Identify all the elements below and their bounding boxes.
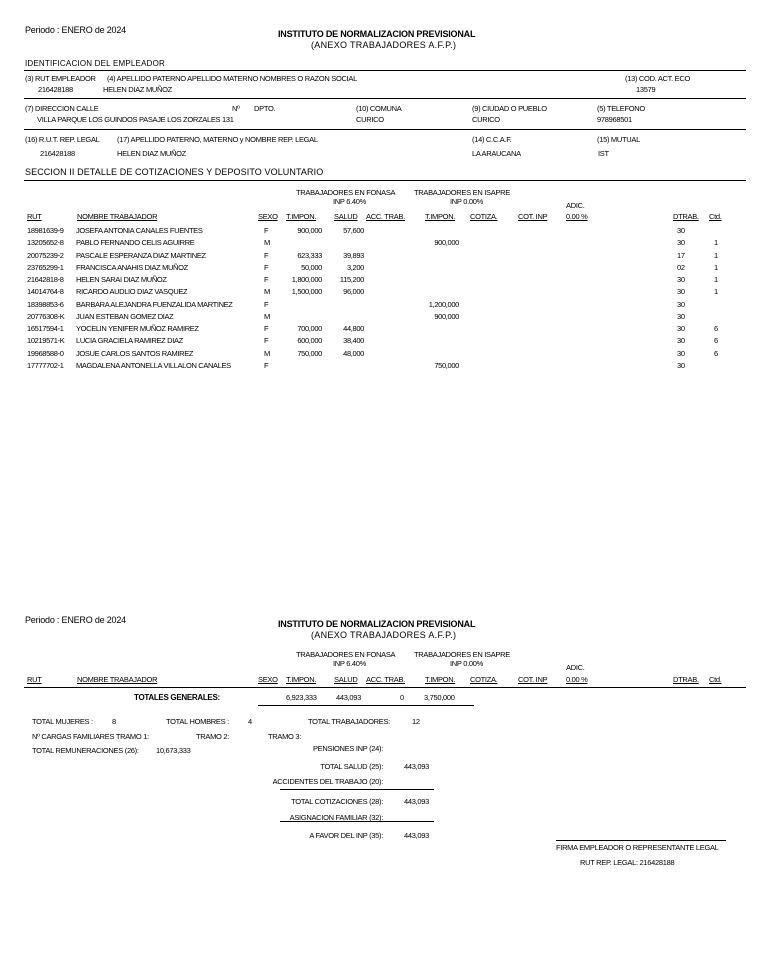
- summary-label: TOTAL COTIZACIONES (28):: [291, 797, 383, 806]
- row-timpon: 50,000: [301, 262, 322, 272]
- total-trabajadores: 12: [412, 717, 420, 726]
- row-timpon: 623,333: [297, 250, 322, 260]
- row-name: PABLO FERNANDO CELIS AGUIRRE: [76, 238, 195, 248]
- rep-name: HELEN DIAZ MUÑOZ: [117, 149, 186, 158]
- col-cot-inp: COT. INP: [518, 212, 548, 221]
- row-salud: 38,400: [343, 336, 364, 346]
- row-dtrab: 30: [677, 311, 685, 321]
- summary-label: TOTAL SALUD (25):: [320, 762, 383, 771]
- totals-underline: [258, 705, 474, 706]
- row-sex: F: [264, 336, 269, 346]
- col-nombre: NOMBRE TRABAJADOR: [77, 212, 158, 221]
- isapre-rate-2: INP 0.00%: [450, 659, 484, 668]
- number-label: Nº: [232, 104, 240, 113]
- table-row: [0, 263, 768, 274]
- tramo2-label: TRAMO 2:: [196, 732, 230, 741]
- rut-employer-label: (3) RUT EMPLEADOR: [25, 74, 96, 83]
- isapre-header-2: TRABAJADORES EN ISAPRE: [414, 650, 510, 659]
- signature-line: [556, 840, 726, 841]
- row-name: MAGDALENA ANTONELLA VILLALON CANALES: [76, 360, 231, 370]
- col-cotiza-2: COTIZA.: [470, 675, 498, 684]
- totals-label: TOTALES GENERALES:: [134, 693, 220, 702]
- col-dtrab: DTRAB.: [673, 212, 699, 221]
- period-label-2: Periodo : ENERO de 2024: [25, 615, 126, 625]
- summary-label: PENSIONES INP (24):: [312, 744, 383, 753]
- col-ctd: Ctd.: [709, 212, 722, 221]
- isapre-header: TRABAJADORES EN ISAPRE: [414, 188, 510, 197]
- row-name: BARBARA ALEJANDRA FUENZALIDA MARTINEZ: [76, 299, 233, 309]
- divider: [24, 98, 746, 99]
- row-timpon: 1,800,000: [291, 275, 322, 284]
- row-dtrab: 30: [677, 348, 685, 358]
- summary-label: A FAVOR DEL INP (35):: [309, 831, 383, 840]
- row-sex: M: [264, 348, 270, 358]
- total-mujeres-label: TOTAL MUJERES :: [32, 717, 93, 726]
- row-ctd: 6: [714, 336, 718, 346]
- col-dtrab-2: DTRAB.: [673, 675, 699, 684]
- row-ctd: 1: [714, 275, 718, 284]
- divider: [24, 180, 746, 181]
- document-subtitle-2: (ANEXO TRABAJADORES A.F.P.): [311, 630, 457, 640]
- col-timpon-2: T.IMPON.: [286, 675, 317, 684]
- summary-label: ACCIDENTES DEL TRABAJO (20):: [272, 777, 383, 786]
- divider: [24, 687, 746, 688]
- row-rut: 18398853-6: [27, 299, 64, 309]
- summary-value: 443,093: [404, 831, 430, 840]
- summary-line-1: [280, 789, 434, 790]
- summary-label: ASIGNACION FAMILIAR (32):: [289, 813, 383, 822]
- table-row: [0, 251, 768, 262]
- row-rut: 13205652-8: [27, 238, 64, 248]
- row-name: RICARDO AUDLIO DIAZ VASQUEZ: [76, 287, 188, 297]
- total-timpon-isapre: 3,750,000: [424, 693, 455, 702]
- row-timpon: 700,000: [297, 324, 322, 333]
- row-sex: F: [264, 324, 269, 333]
- mutual-label: (15) MUTUAL: [597, 135, 640, 144]
- phone-label: (5) TELEFONO: [597, 104, 645, 113]
- row-ctd: 6: [714, 324, 718, 333]
- row-timpon: 900,000: [297, 226, 322, 235]
- city-value: CURICO: [472, 115, 500, 124]
- row-salud: 57,600: [343, 226, 364, 235]
- col-sexo: SEXO: [258, 212, 278, 221]
- row-name: JUAN ESTEBAN GOMEZ DIAZ: [76, 311, 174, 321]
- comuna-value: CURICO: [356, 115, 384, 124]
- col-timpon-isapre: T.IMPON.: [425, 212, 456, 221]
- divider: [24, 129, 746, 130]
- signature-label: FIRMA EMPLEADOR O REPRESENTANTE LEGAL: [556, 843, 719, 852]
- table-row: [0, 349, 768, 360]
- mutual-value: IST: [598, 149, 609, 158]
- row-timpon-isapre: 750,000: [434, 360, 459, 370]
- summary-value: 443,093: [404, 762, 430, 771]
- row-salud: 48,000: [343, 348, 364, 358]
- row-name: HELEN SARAI DIAZ MUÑOZ: [76, 275, 167, 284]
- total-mujeres: 8: [112, 717, 116, 726]
- row-rut: 18981639-9: [27, 226, 64, 235]
- remuneraciones-label: TOTAL REMUNERACIONES (26):: [32, 746, 139, 755]
- ccaf-label: (14) C.C.A.F.: [472, 135, 512, 144]
- fonasa-header-2: TRABAJADORES EN FONASA: [296, 650, 396, 659]
- col-acc-trab: ACC. TRAB.: [366, 212, 405, 221]
- period-label: Periodo : ENERO de 2024: [25, 25, 126, 35]
- row-salud: 44,800: [343, 324, 364, 333]
- row-dtrab: 30: [677, 299, 685, 309]
- address-value: VILLA PARQUE LOS GUINDOS PASAJE LOS ZORZALES 131: [37, 115, 234, 124]
- document-title-2: INSTITUTO DE NORMALIZACION PREVISIONAL: [278, 619, 476, 629]
- row-rut: 16517594-1: [27, 324, 64, 333]
- col-acc-trab-2: ACC. TRAB.: [366, 675, 405, 684]
- table-row: [0, 238, 768, 249]
- employer-name: HELEN DIAZ MUÑOZ: [103, 85, 172, 94]
- row-name: LUCIA GRACIELA RAMIREZ DIAZ: [76, 336, 183, 346]
- document-title: INSTITUTO DE NORMALIZACION PREVISIONAL: [278, 29, 476, 39]
- divider: [24, 70, 746, 71]
- fonasa-rate-2: INP 6.40%: [333, 659, 367, 668]
- isapre-rate: INP 0.00%: [450, 197, 484, 206]
- row-sex: M: [264, 287, 270, 297]
- row-sex: F: [264, 360, 269, 370]
- rep-rut: 216428188: [40, 149, 75, 158]
- row-name: FRANCISCA ANAHIS DIAZ MUÑOZ: [76, 262, 188, 272]
- row-salud: 96,000: [343, 287, 364, 297]
- table-row: [0, 275, 768, 286]
- table-row: [0, 287, 768, 298]
- row-sex: F: [264, 299, 269, 309]
- row-dtrab: 30: [677, 336, 685, 346]
- col-salud-2: SALUD: [334, 675, 358, 684]
- row-rut: 21642818-8: [27, 275, 64, 284]
- row-name: JOSUE CARLOS SANTOS RAMIREZ: [76, 348, 194, 358]
- row-rut: 19968588-0: [27, 348, 64, 358]
- row-ctd: 1: [714, 250, 718, 260]
- detail-section-title: SECCION II DETALLE DE COTIZACIONES Y DEPOSITO VOLUNTARIO: [25, 167, 324, 177]
- col-adic-rate-2: 0.00 %: [566, 675, 588, 684]
- row-sex: F: [264, 262, 269, 272]
- row-rut: 20776308-K: [27, 311, 65, 321]
- row-timpon: 1,500,000: [291, 287, 322, 297]
- row-rut: 23765299-1: [27, 262, 64, 272]
- row-timpon-isapre: 1,200,000: [428, 299, 459, 309]
- row-dtrab: 02: [677, 262, 685, 272]
- col-cotiza: COTIZA.: [470, 212, 498, 221]
- col-timpon-isapre-2: T.IMPON.: [425, 675, 456, 684]
- document-subtitle: (ANEXO TRABAJADORES A.F.P.): [311, 40, 457, 50]
- phone-value: 978968501: [597, 115, 632, 124]
- row-ctd: 1: [714, 238, 718, 248]
- address-label: (7) DIRECCION CALLE: [25, 104, 99, 113]
- activity-code: 13579: [636, 85, 656, 94]
- row-ctd: 1: [714, 287, 718, 297]
- row-rut: 14014764-8: [27, 287, 64, 297]
- rep-rut-label: (16) R.U.T. REP. LEGAL: [25, 135, 100, 144]
- row-timpon: 750,000: [297, 348, 322, 358]
- col-salud: SALUD: [334, 212, 358, 221]
- employer-name-label: (4) APELLIDO PATERNO APELLIDO MATERNO NOMBRES O RAZON SOCIAL: [107, 74, 357, 83]
- col-adic-rate: 0.00 %: [566, 212, 588, 221]
- total-salud: 443,093: [336, 693, 362, 702]
- row-sex: F: [264, 226, 269, 235]
- row-name: PASCALE ESPERANZA DIAZ MARTINEZ: [76, 250, 206, 260]
- employer-section-title: IDENTIFICACION DEL EMPLEADOR: [25, 59, 165, 68]
- fonasa-header: TRABAJADORES EN FONASA: [296, 188, 396, 197]
- rep-legal-rut: RUT REP. LEGAL: 216428188: [580, 858, 675, 867]
- col-ctd-2: Ctd.: [709, 675, 722, 684]
- city-label: (9) CIUDAD O PUEBLO: [472, 104, 547, 113]
- table-row: [0, 336, 768, 347]
- col-sexo-2: SEXO: [258, 675, 278, 684]
- row-dtrab: 30: [677, 226, 685, 235]
- adic-header: ADIC.: [566, 201, 585, 210]
- total-timpon: 6,923,333: [286, 693, 317, 702]
- row-sex: F: [264, 275, 269, 284]
- table-row: [0, 361, 768, 372]
- fonasa-rate: INP 6.40%: [333, 197, 367, 206]
- col-cot-inp-2: COT. INP: [518, 675, 548, 684]
- total-acc: 0: [400, 693, 404, 702]
- row-ctd: 6: [714, 348, 718, 358]
- adic-header-2: ADIC.: [566, 663, 585, 672]
- activity-code-label: (13) COD. ACT. ECO: [625, 74, 691, 83]
- col-rut: RUT: [27, 212, 42, 221]
- col-timpon: T.IMPON.: [286, 212, 317, 221]
- row-sex: M: [264, 311, 270, 321]
- row-dtrab: 30: [677, 238, 685, 248]
- tramo3-label: TRAMO 3:: [268, 732, 302, 741]
- row-rut: 10219571-K: [27, 336, 65, 346]
- row-rut: 17777702-1: [27, 360, 64, 370]
- rep-name-label: (17) APELLIDO PATERNO, MATERNO y NOMBRE REP. LEGAL: [117, 135, 318, 144]
- cargas-label: Nº CARGAS FAMILIARES TRAMO 1:: [32, 732, 149, 741]
- col-rut-2: RUT: [27, 675, 42, 684]
- total-hombres: 4: [248, 717, 252, 726]
- col-nombre-2: NOMBRE TRABAJADOR: [77, 675, 158, 684]
- row-dtrab: 30: [677, 360, 685, 370]
- row-name: YOCELIN YENIFER MUÑOZ RAMIREZ: [76, 324, 199, 333]
- dpto-label: DPTO.: [254, 104, 276, 113]
- employer-rut: 216428188: [38, 85, 73, 94]
- row-ctd: 1: [714, 262, 718, 272]
- row-salud: 115,200: [339, 275, 364, 284]
- table-row: [0, 300, 768, 311]
- row-dtrab: 30: [677, 287, 685, 297]
- summary-value: 443,093: [404, 797, 430, 806]
- table-row: [0, 312, 768, 323]
- row-name: JOSEFA ANTONIA CANALES FUENTES: [76, 226, 203, 235]
- total-trabajadores-label: TOTAL TRABAJADORES:: [308, 717, 390, 726]
- row-timpon-isapre: 900,000: [434, 238, 459, 248]
- comuna-label: (10) COMUNA: [356, 104, 402, 113]
- row-dtrab: 17: [677, 250, 685, 260]
- row-dtrab: 30: [677, 324, 685, 333]
- remuneraciones-value: 10,673,333: [156, 746, 191, 755]
- total-hombres-label: TOTAL HOMBRES :: [166, 717, 229, 726]
- table-row: [0, 226, 768, 237]
- row-dtrab: 30: [677, 275, 685, 284]
- row-timpon-isapre: 900,000: [434, 311, 459, 321]
- row-rut: 20075239-2: [27, 250, 64, 260]
- row-salud: 3,200: [346, 262, 364, 272]
- summary-line-2: [280, 821, 434, 822]
- row-salud: 39,893: [343, 250, 364, 260]
- row-timpon: 600,000: [297, 336, 322, 346]
- row-sex: M: [264, 238, 270, 248]
- ccaf-value: LA ARAUCANA: [472, 149, 521, 158]
- row-sex: F: [264, 250, 269, 260]
- table-row: [0, 324, 768, 335]
